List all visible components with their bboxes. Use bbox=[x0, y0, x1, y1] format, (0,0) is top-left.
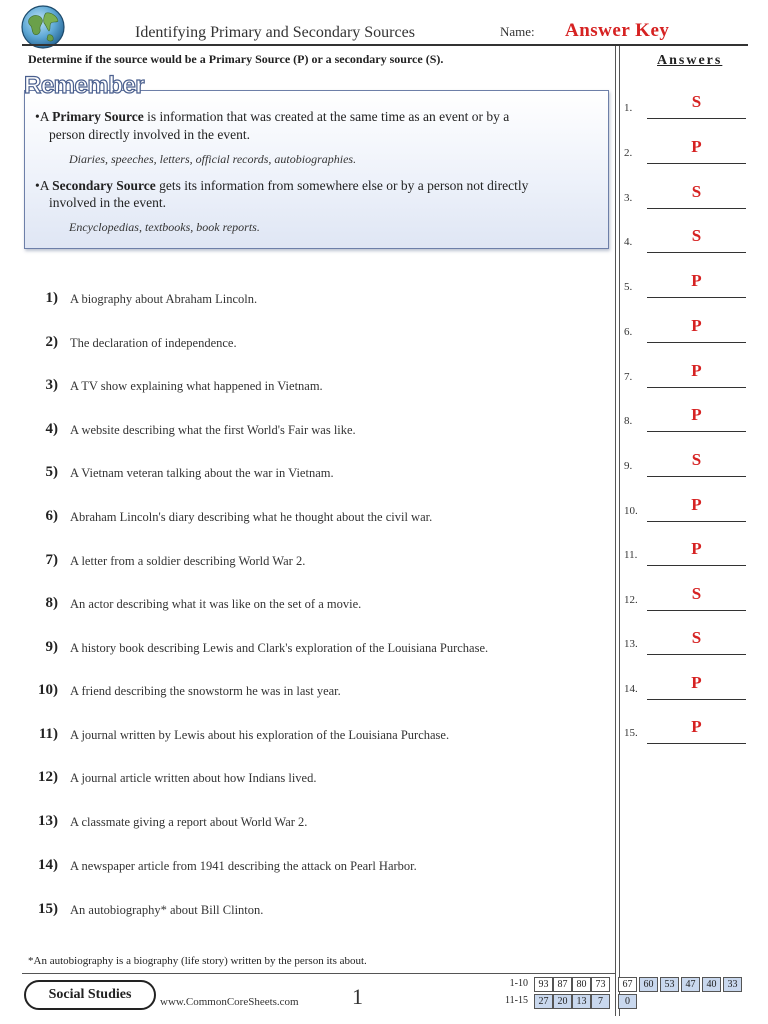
score-cell: 53 bbox=[660, 977, 679, 992]
answer-value: S bbox=[691, 450, 702, 469]
answer-value: S bbox=[691, 226, 702, 245]
answer-line bbox=[647, 387, 746, 388]
answer-number: 14. bbox=[624, 683, 638, 695]
answer-number: 11. bbox=[624, 549, 638, 561]
answer-key-label: Answer Key bbox=[565, 20, 670, 41]
secondary-definition bbox=[35, 178, 528, 194]
question-number: 9) bbox=[45, 639, 58, 655]
answer-line bbox=[647, 297, 746, 298]
name-label: Name: bbox=[500, 24, 535, 39]
question-number: 5) bbox=[45, 464, 58, 480]
question-text: A friend describing the snowstorm he was in last year. bbox=[70, 684, 341, 698]
page-number: 1 bbox=[352, 984, 363, 1009]
answer-number: 13. bbox=[624, 638, 638, 650]
answer-number: 6. bbox=[624, 326, 633, 338]
answer-line bbox=[647, 654, 746, 655]
website-link[interactable]: www.CommonCoreSheets.com bbox=[160, 996, 299, 1008]
answer-line bbox=[647, 431, 746, 432]
score-cell: 93 bbox=[534, 977, 553, 992]
question-text: A biography about Abraham Lincoln. bbox=[70, 292, 258, 306]
answer-value: S bbox=[691, 182, 702, 201]
footnote: *An autobiography is a biography (life story) written by the person its about. bbox=[28, 955, 367, 967]
primary-definition-cont: person directly involved in the event. bbox=[49, 127, 250, 142]
answer-value: P bbox=[691, 361, 702, 380]
instructions: Determine if the source would be a Primary Source (P) or a secondary source (S). bbox=[28, 52, 444, 66]
answer-line bbox=[647, 565, 746, 566]
bullet: •A bbox=[35, 178, 53, 193]
question-text: A website describing what the first World's Fair was like. bbox=[70, 423, 356, 437]
primary-definition bbox=[35, 109, 509, 125]
remember-heading: Remember bbox=[24, 72, 145, 99]
question-number: 7) bbox=[45, 552, 58, 568]
question-number: 4) bbox=[45, 421, 58, 437]
answer-line bbox=[647, 610, 746, 611]
answer-line bbox=[647, 208, 746, 209]
question-text: A journal written by Lewis about his exploration of the Louisiana Purchase. bbox=[70, 728, 450, 742]
answer-line bbox=[647, 252, 746, 253]
question-text: The declaration of independence. bbox=[70, 336, 237, 350]
score-cell: 7 bbox=[591, 994, 610, 1009]
column-divider bbox=[619, 46, 620, 1016]
score-cell: 47 bbox=[681, 977, 700, 992]
answer-number: 7. bbox=[624, 371, 633, 383]
answer-value: P bbox=[691, 673, 702, 692]
score-cell: 67 bbox=[618, 977, 637, 992]
question-number: 6) bbox=[45, 508, 58, 524]
answer-line bbox=[647, 743, 746, 744]
answer-value: S bbox=[691, 92, 702, 111]
answer-value: S bbox=[691, 584, 702, 603]
score-cell: 20 bbox=[553, 994, 572, 1009]
remember-box bbox=[24, 90, 609, 249]
answer-number: 10. bbox=[624, 505, 638, 517]
score-cell: 87 bbox=[553, 977, 572, 992]
page-title: Identifying Primary and Secondary Sources bbox=[135, 24, 415, 41]
answer-number: 8. bbox=[624, 415, 633, 427]
question-text: A journal article written about how Indians lived. bbox=[70, 771, 317, 785]
secondary-term: Secondary Source bbox=[52, 178, 156, 193]
score-row-label: 11-15 bbox=[505, 995, 528, 1006]
score-cell: 80 bbox=[572, 977, 591, 992]
secondary-definition-cont: involved in the event. bbox=[49, 195, 166, 210]
answer-line bbox=[647, 342, 746, 343]
question-number: 12) bbox=[38, 769, 58, 785]
answer-number: 3. bbox=[624, 192, 633, 204]
score-cell: 60 bbox=[639, 977, 658, 992]
column-divider bbox=[615, 46, 616, 1016]
answer-value: P bbox=[691, 405, 702, 424]
answer-line bbox=[647, 476, 746, 477]
answer-number: 9. bbox=[624, 460, 633, 472]
score-cell: 73 bbox=[591, 977, 610, 992]
question-text: An autobiography* about Bill Clinton. bbox=[70, 903, 264, 917]
score-cell: 27 bbox=[534, 994, 553, 1009]
answer-number: 15. bbox=[624, 727, 638, 739]
question-text: An actor describing what it was like on the set of a movie. bbox=[70, 597, 362, 611]
answer-number: 12. bbox=[624, 594, 638, 606]
question-text: A history book describing Lewis and Clark's exploration of the Louisiana Purchase. bbox=[70, 641, 489, 655]
question-number: 10) bbox=[38, 682, 58, 698]
footer-divider bbox=[22, 973, 616, 974]
question-number: 2) bbox=[45, 334, 58, 350]
question-number: 1) bbox=[45, 290, 58, 306]
secondary-definition-text: gets its information from somewhere else or by a person not directly bbox=[155, 178, 529, 193]
question-number: 14) bbox=[38, 857, 58, 873]
answer-line bbox=[647, 521, 746, 522]
answer-number: 1. bbox=[624, 102, 633, 114]
subject-badge: Social Studies bbox=[24, 980, 156, 1010]
score-cell: 13 bbox=[572, 994, 591, 1009]
score-cell: 33 bbox=[723, 977, 742, 992]
answer-line bbox=[647, 163, 746, 164]
score-cell: 0 bbox=[618, 994, 637, 1009]
answer-value: S bbox=[691, 628, 702, 647]
answer-value: P bbox=[691, 316, 702, 335]
question-text: Abraham Lincoln's diary describing what he thought about the civil war. bbox=[70, 510, 433, 524]
answer-number: 2. bbox=[624, 147, 633, 159]
primary-term: Primary Source bbox=[52, 109, 144, 124]
answer-value: P bbox=[691, 495, 702, 514]
score-cell: 40 bbox=[702, 977, 721, 992]
primary-examples: Diaries, speeches, letters, official records, autobiographies. bbox=[69, 152, 357, 166]
question-text: A newspaper article from 1941 describing the attack on Pearl Harbor. bbox=[70, 859, 417, 873]
answer-value: P bbox=[691, 539, 702, 558]
question-text: A TV show explaining what happened in Vietnam. bbox=[70, 379, 323, 393]
header-divider bbox=[22, 44, 748, 46]
question-number: 13) bbox=[38, 813, 58, 829]
answer-value: P bbox=[691, 717, 702, 736]
answer-value: P bbox=[691, 271, 702, 290]
question-text: A classmate giving a report about World War 2. bbox=[70, 815, 308, 829]
secondary-examples: Encyclopedias, textbooks, book reports. bbox=[69, 220, 260, 234]
answer-line bbox=[647, 699, 746, 700]
question-number: 8) bbox=[45, 595, 58, 611]
bullet: •A bbox=[35, 109, 53, 124]
score-row-label: 1-10 bbox=[509, 978, 528, 989]
question-text: A letter from a soldier describing World War 2. bbox=[70, 554, 306, 568]
primary-definition-text: is information that was created at the same time as an event or by a bbox=[143, 109, 510, 124]
answers-heading: Answers bbox=[657, 53, 723, 68]
answer-line bbox=[647, 118, 746, 119]
question-number: 15) bbox=[38, 901, 58, 917]
answer-number: 5. bbox=[624, 281, 633, 293]
question-number: 3) bbox=[45, 377, 58, 393]
answer-number: 4. bbox=[624, 236, 633, 248]
answer-value: P bbox=[691, 137, 702, 156]
question-text: A Vietnam veteran talking about the war in Vietnam. bbox=[70, 466, 334, 480]
question-number: 11) bbox=[38, 726, 58, 742]
